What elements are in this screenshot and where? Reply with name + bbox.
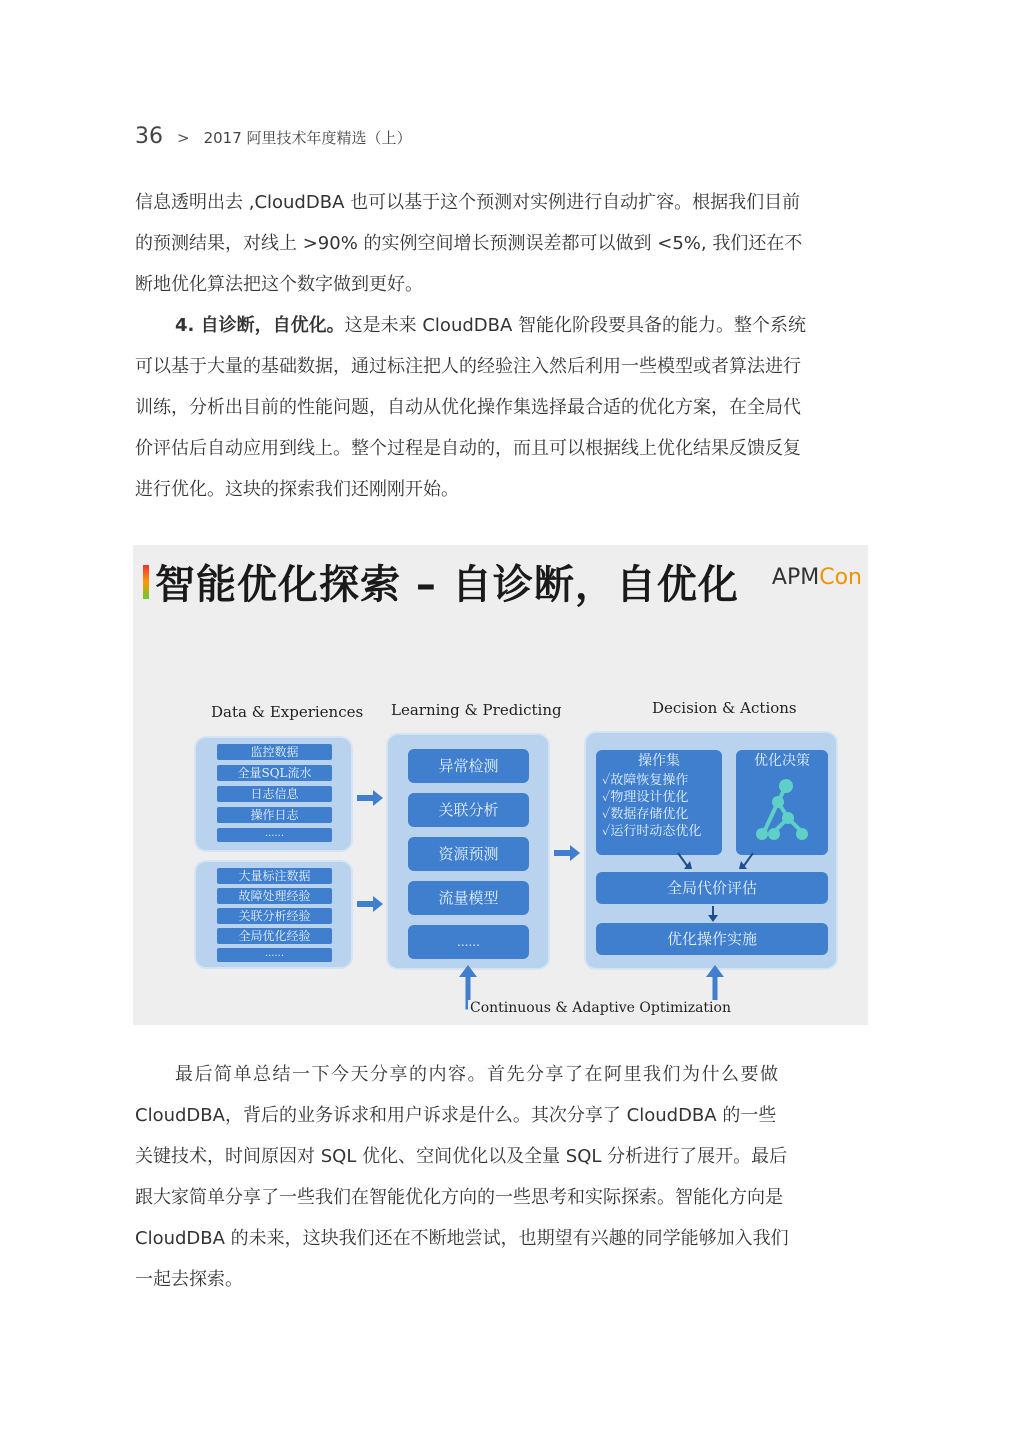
decision-title: 优化决策	[754, 753, 810, 769]
learning-box: 异常检测	[408, 749, 529, 783]
data-chip: 全量SQL流水	[217, 765, 332, 781]
logo-part-b: Con	[819, 565, 862, 590]
learning-box: 资源预测	[408, 837, 529, 871]
header-separator: >	[177, 129, 190, 147]
learning-box: ......	[408, 925, 529, 959]
slide-figure	[133, 545, 868, 1025]
text-line-rest: 这是未来 CloudDBA 智能化阶段要具备的能力。整个系统	[344, 315, 807, 336]
text-line: 信息透明出去 ,CloudDBA 也可以基于这个预测对实例进行自动扩容。根据我们目前	[135, 192, 801, 213]
running-header	[135, 124, 412, 149]
data-chip: 全局优化经验	[217, 928, 332, 944]
text-line	[135, 305, 867, 346]
section-lead: 4. 自诊断，自优化。	[175, 315, 345, 336]
text-line: 一起去探索。	[135, 1269, 243, 1290]
data-chip: 大量标注数据	[217, 868, 332, 884]
data-chip: ......	[217, 828, 332, 842]
text-line: 断地优化算法把这个数字做到更好。	[135, 274, 423, 295]
text-line: 价评估后自动应用到线上。整个过程是自动的，而且可以根据线上优化结果反馈反复	[135, 438, 801, 459]
text-line: 关键技术，时间原因对 SQL 优化、空间优化以及全量 SQL 分析进行了展开。最后	[135, 1146, 788, 1167]
data-chip: 关联分析经验	[217, 908, 332, 924]
ops-item: ✓数据存储优化	[602, 807, 689, 822]
text-line: 跟大家简单分享了一些我们在智能优化方向的一些思考和实际探索。智能化方向是	[135, 1187, 783, 1208]
text-line: CloudDBA，背后的业务诉求和用户诉求是什么。其次分享了 CloudDBA 的一些	[135, 1105, 777, 1126]
book-title: 2017 阿里技术年度精选（上）	[203, 129, 412, 147]
text-line: CloudDBA 的未来，这块我们还在不断地尝试，也期望有兴趣的同学能够加入我们	[135, 1228, 789, 1249]
implement-box: 优化操作实施	[596, 923, 828, 955]
col-label-decision: Decision & Actions	[652, 699, 797, 717]
flow-arrows	[133, 545, 868, 1025]
text-line: 可以基于大量的基础数据，通过标注把人的经验注入然后利用一些模型或者算法进行	[135, 356, 801, 377]
learning-box: 流量模型	[408, 881, 529, 915]
ops-item: ✓故障恢复操作	[602, 773, 689, 788]
logo-part-a: APM	[771, 565, 820, 590]
paragraph-forecast	[135, 182, 867, 305]
data-chip: ......	[217, 948, 332, 962]
data-chip: 操作日志	[217, 807, 332, 823]
loop-label: Continuous & Adaptive Optimization	[470, 1000, 731, 1016]
data-chip: 日志信息	[217, 786, 332, 802]
ops-set-title: 操作集	[638, 753, 680, 769]
learning-box: 关联分析	[408, 793, 529, 827]
text-line: 训练，分析出目前的性能问题，自动从优化操作集选择最合适的优化方案，在全局代	[135, 397, 801, 418]
global-eval-box: 全局代价评估	[596, 872, 828, 904]
text-line: 的预测结果，对线上 >90% 的实例空间增长预测误差都可以做到 <5%, 我们还在不	[135, 233, 803, 254]
slide-title: 智能优化探索 – 自诊断，自优化	[155, 562, 739, 608]
paragraph-summary	[135, 1054, 867, 1300]
ops-item: ✓运行时动态优化	[602, 824, 702, 839]
data-chip: 故障处理经验	[217, 888, 332, 904]
text-line: 最后简单总结一下今天分享的内容。首先分享了在阿里我们为什么要做	[175, 1064, 780, 1085]
ops-item: ✓物理设计优化	[602, 790, 689, 805]
text-line: 进行优化。这块的探索我们还刚刚开始。	[135, 479, 459, 500]
data-chip: 监控数据	[217, 744, 332, 760]
paragraph-self-diagnosis	[135, 305, 867, 510]
page-number: 36	[135, 124, 163, 149]
col-label-learning: Learning & Predicting	[391, 701, 562, 719]
col-label-data: Data & Experiences	[211, 703, 364, 721]
